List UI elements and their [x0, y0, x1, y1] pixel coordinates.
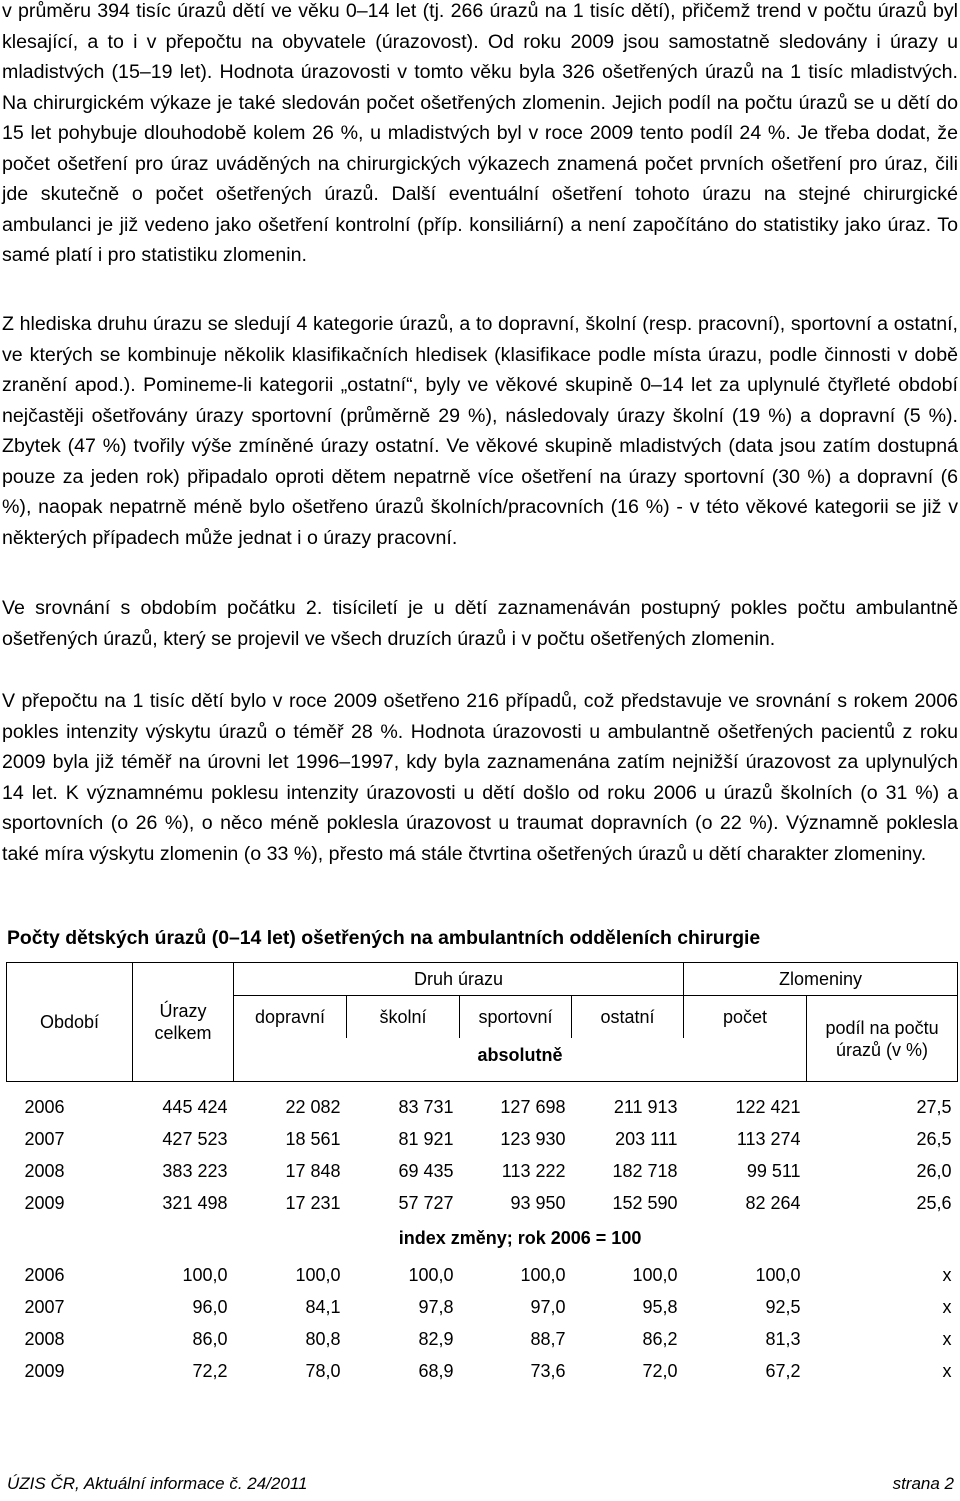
table-row — [7, 1123, 958, 1155]
cell-fracture-share: 27,5 — [916, 1097, 952, 1117]
cell-total: 445 424 — [162, 1097, 228, 1117]
cell-sport: 100,0 — [520, 1265, 566, 1285]
cell-total: 383 223 — [162, 1161, 228, 1181]
header-sport: sportovní — [460, 996, 572, 1038]
cell-fracture-share: 26,5 — [916, 1129, 952, 1149]
cell-other: 86,2 — [642, 1329, 678, 1349]
cell-period: 2008 — [24, 1329, 65, 1349]
header-absolute: absolutně — [234, 1038, 807, 1082]
cell-fracture-share: 25,6 — [916, 1193, 952, 1213]
cell-school: 83 731 — [398, 1097, 454, 1117]
cell-other: 72,0 — [642, 1361, 678, 1381]
cell-fracture-count: 100,0 — [755, 1265, 801, 1285]
header-share: podíl na počtu úrazů (v %) — [807, 996, 958, 1082]
cell-period: 2009 — [24, 1193, 65, 1213]
cell-school: 97,8 — [418, 1297, 454, 1317]
injuries-table — [6, 962, 958, 1387]
cell-other: 211 913 — [613, 1097, 678, 1117]
cell-traffic: 84,1 — [305, 1297, 341, 1317]
cell-fracture-share: x — [942, 1361, 952, 1381]
cell-other: 95,8 — [642, 1297, 678, 1317]
cell-fracture-share: x — [942, 1297, 952, 1317]
table-row — [7, 1091, 958, 1123]
cell-fracture-count: 92,5 — [765, 1297, 801, 1317]
cell-fracture-count: 67,2 — [765, 1361, 801, 1381]
cell-period: 2007 — [24, 1297, 65, 1317]
table-row — [7, 1187, 958, 1219]
cell-other: 203 111 — [615, 1129, 678, 1149]
cell-period: 2006 — [24, 1097, 65, 1117]
cell-period: 2007 — [24, 1129, 65, 1149]
cell-sport: 113 222 — [501, 1161, 566, 1181]
cell-other: 152 590 — [612, 1193, 678, 1213]
cell-other: 182 718 — [612, 1161, 678, 1181]
cell-school: 57 727 — [398, 1193, 454, 1213]
footer-page-number: strana 2 — [892, 1474, 954, 1493]
header-total: Úrazy celkem — [133, 963, 234, 1082]
table-row — [7, 1259, 958, 1291]
cell-school: 82,9 — [418, 1329, 454, 1349]
header-other: ostatní — [572, 996, 684, 1038]
cell-sport: 93 950 — [510, 1193, 566, 1213]
cell-fracture-count: 99 511 — [746, 1161, 801, 1181]
header-injury-type: Druh úrazu — [234, 963, 684, 996]
index-section-header — [7, 1219, 958, 1259]
cell-total: 96,0 — [192, 1297, 228, 1317]
cell-traffic: 100,0 — [295, 1265, 341, 1285]
cell-sport: 123 930 — [500, 1129, 566, 1149]
cell-other: 100,0 — [632, 1265, 678, 1285]
cell-fracture-count: 122 421 — [735, 1097, 801, 1117]
cell-school: 81 921 — [398, 1129, 454, 1149]
header-period: Období — [7, 963, 133, 1082]
cell-sport: 73,6 — [530, 1361, 566, 1381]
table-row — [7, 1291, 958, 1323]
cell-total: 86,0 — [192, 1329, 228, 1349]
header-fractures: Zlomeniny — [684, 963, 958, 996]
paragraph-injury-overview: v průměru 394 tisíc úrazů dětí ve věku 0–14 let (tj. 266 úrazů na 1 tisíc dětí), přičemž trend v počtu úrazů byl klesající, a to i v přepočtu na obyvatele (úrazovost). Od roku 2009 jsou samostatně sledovány i úrazy u mladistvých (15–19 let). Hodnota úrazovosti v tomto věku byla 326 ošetřených úrazů na 1 tisíc mladistvých. Na chirurgickém výkaze je také sledován počet ošetřených zlomenin. Jejich podíl na počtu úrazů se u dětí do 15 let pohybuje dlouhodobě kolem 26 %, u mladistvých byl v roce 2009 tento podíl 24 %. Je třeba dodat, že počet ošetření pro úraz uváděných na chirurgických výkazech znamená počet prvních ošetření pro úraz, čili jde skutečně o počet ošetřených úrazů. Další eventuální ošetření tohoto úrazu na stejné chirurgické ambulanci je již vedeno jako ošetření kontrolní (příp. konsiliární) a není započítáno do statistiky jako úraz. To samé platí i pro statistiku zlomenin. — [2, 0, 958, 266]
table-row — [7, 1355, 958, 1387]
cell-traffic: 17 231 — [285, 1193, 341, 1213]
paragraph-injury-types: Z hlediska druhu úrazu se sledují 4 kategorie úrazů, a to dopravní, školní (resp. pracovní), sportovní a ostatní, ve kterých se kombinuje několik klasifikačních hledisek (klasifikace podle místa úrazu, podle činnosti v době zranění apod.). Pomineme-li kategorii „ostatní“, byly ve věkové skupině 0–14 let za uplynulé čtyřleté období nejčastěji ošetřovány úrazy sportovní (průměrně 29 %), následovaly úrazy školní (19 %) a dopravní (5 %). Zbytek (47 %) tvořily výše zmíněné úrazy ostatní. Ve věkové skupině mladistvých (data jsou zatím dostupná pouze za jeden rok) připadalo oproti dětem nepatrně více ošetření na úrazy sportovní (30 %) a dopravní (6 %), naopak nepatrně méně bylo ošetřeno úrazů školních/pracovních (16 %) - v této věkové kategorii se již v některých případech může jednat i o úrazy pracovní. — [2, 313, 958, 549]
table-row — [7, 1323, 958, 1355]
table-row — [7, 1155, 958, 1187]
cell-fracture-share: x — [942, 1265, 952, 1285]
cell-fracture-count: 81,3 — [765, 1329, 801, 1349]
cell-fracture-count: 113 274 — [736, 1129, 801, 1149]
absolute-values-body — [7, 1082, 958, 1220]
cell-period: 2009 — [24, 1361, 65, 1381]
cell-traffic: 80,8 — [305, 1329, 341, 1349]
cell-traffic: 22 082 — [285, 1097, 341, 1117]
cell-school: 100,0 — [408, 1265, 454, 1285]
cell-traffic: 17 848 — [285, 1161, 341, 1181]
header-index: index změny; rok 2006 = 100 — [398, 1227, 642, 1248]
cell-school: 68,9 — [418, 1361, 454, 1381]
cell-sport: 97,0 — [530, 1297, 566, 1317]
cell-sport: 88,7 — [530, 1329, 566, 1349]
cell-total: 427 523 — [162, 1129, 228, 1149]
cell-traffic: 78,0 — [305, 1361, 341, 1381]
cell-fracture-share: x — [942, 1329, 952, 1349]
cell-total: 321 498 — [162, 1193, 228, 1213]
cell-period: 2006 — [24, 1265, 65, 1285]
header-count: počet — [684, 996, 807, 1038]
table-title: Počty dětských úrazů (0–14 let) ošetřených na ambulantních odděleních chirurgie — [7, 927, 761, 949]
header-school: školní — [347, 996, 460, 1038]
cell-period: 2008 — [24, 1161, 65, 1181]
cell-sport: 127 698 — [500, 1097, 566, 1117]
cell-traffic: 18 561 — [285, 1129, 341, 1149]
paragraph-per-thousand: V přepočtu na 1 tisíc dětí bylo v roce 2009 ošetřeno 216 případů, což představuje ve srovnání s rokem 2006 pokles intenzity výskytu úrazů o téměř 28 %. Hodnota úrazovosti u ambulantně ošetřených pacientů z roku 2009 byla již téměř na úrovni let 1996–1997, kdy byla zaznamenána zatím nejnižší úrazovost za uplynulých 14 let. K významnému poklesu intenzity úrazovosti u dětí došlo od roku 2006 u úrazů školních (o 31 %) a sportovních (o 26 %), o něco méně poklesla úrazovost u traumat dopravních (o 22 %). Významně poklesla také míra výskytu zlomenin (o 33 %), přesto má stále čtvrtina ošetřených úrazů u dětí charakter zlomeniny. — [2, 690, 958, 865]
header-traffic: dopravní — [234, 996, 347, 1038]
paragraph-comparison: Ve srovnání s obdobím počátku 2. tisíciletí je u dětí zaznamenáván postupný pokles počtu ambulantně ošetřených úrazů, který se projevil ve všech druzích úrazů i v počtu ošetřených zlomenin. — [2, 597, 958, 650]
index-values-body — [7, 1259, 958, 1387]
cell-total: 100,0 — [182, 1265, 228, 1285]
footer-source: ÚZIS ČR, Aktuální informace č. 24/2011 — [7, 1474, 308, 1493]
cell-school: 69 435 — [398, 1161, 454, 1181]
cell-fracture-share: 26,0 — [916, 1161, 952, 1181]
cell-total: 72,2 — [192, 1361, 228, 1381]
cell-fracture-count: 82 264 — [745, 1193, 801, 1213]
